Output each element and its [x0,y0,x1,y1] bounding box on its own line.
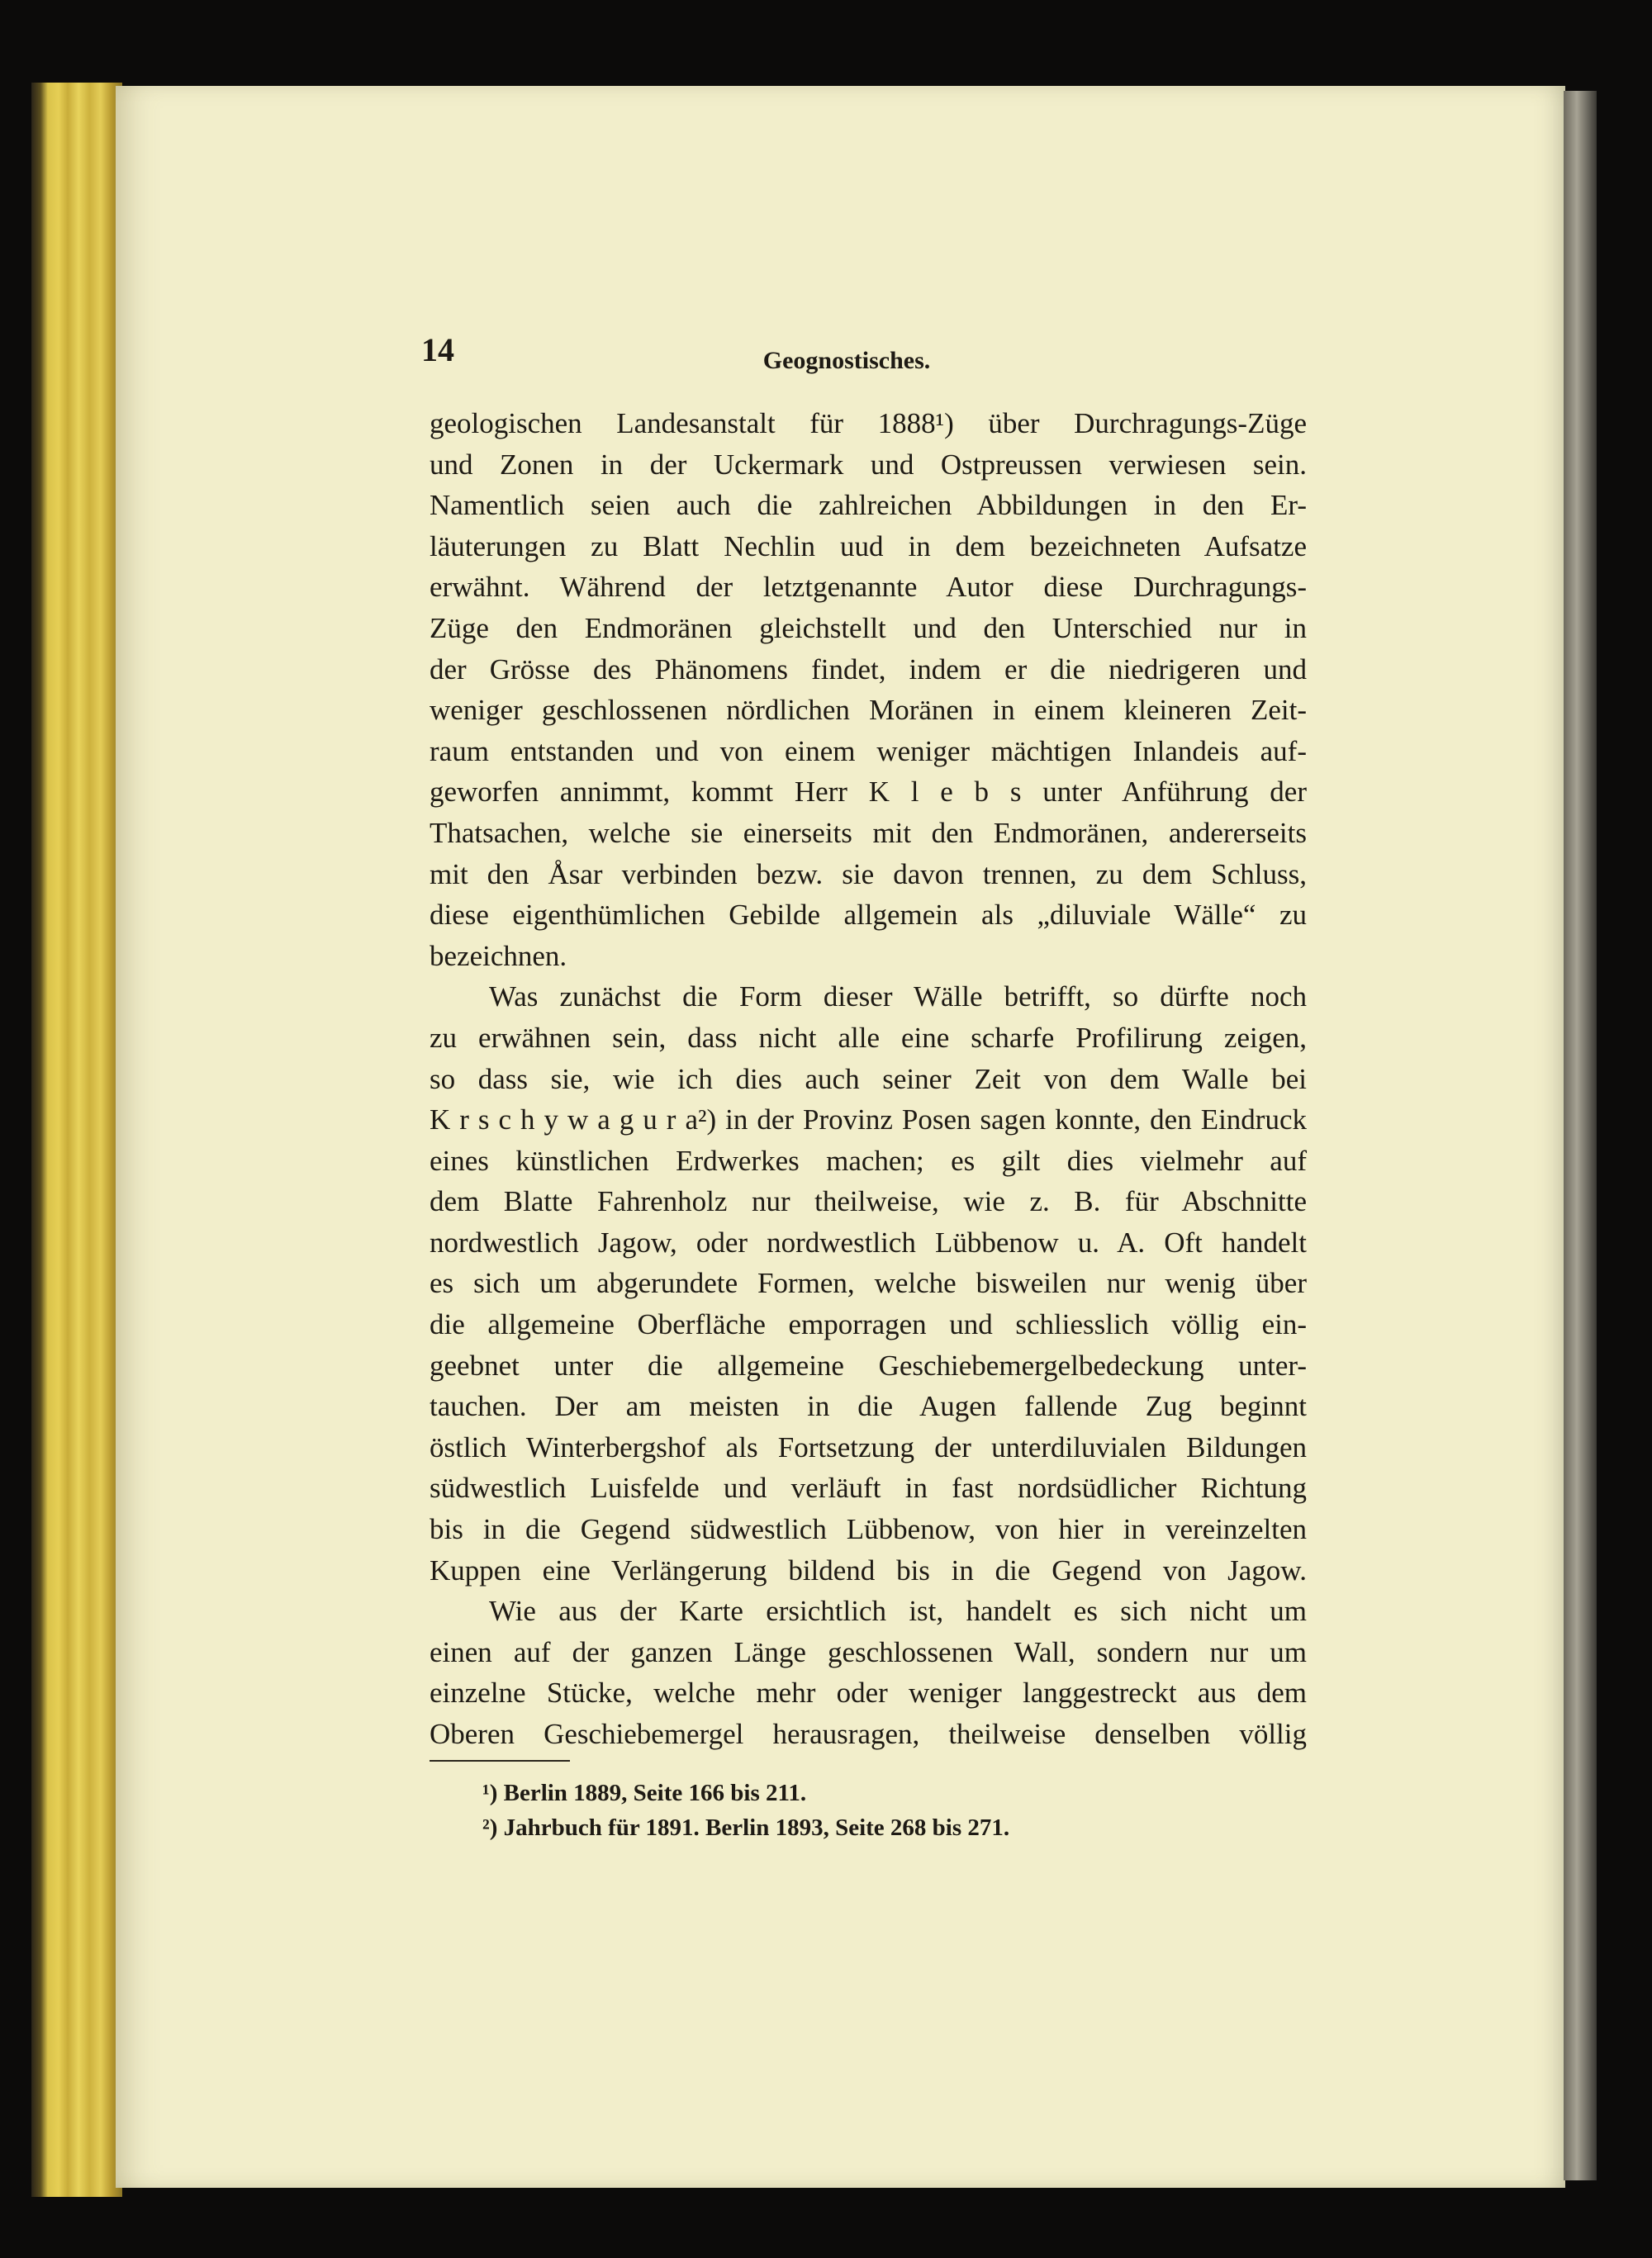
text-line: weniger geschlossenen nördlichen Moränen in einem kleineren Zeit- [430,694,1307,727]
footnote: ¹) Berlin 1889, Seite 166 bis 211. [482,1780,807,1806]
text-line: der Grösse des Phänomens findet, indem er die niedrigeren und [430,652,1307,685]
text-line: Wie aus der Karte ersichtlich ist, handelt es sich nicht um [489,1595,1307,1628]
book-page-edges [31,83,122,2197]
text-line: mit den Åsar verbinden bezw. sie davon trennen, zu dem Schluss, [430,857,1307,890]
page-number: 14 [421,331,454,368]
paragraph [430,1591,1307,1754]
text-line: Züge den Endmoränen gleichstellt und den Unterschied nur in [430,611,1307,644]
text-line: es sich um abgerundete Formen, welche bisweilen nur wenig über [430,1267,1307,1300]
text-line: läuterungen zu Blatt Nechlin uud in dem bezeichneten Aufsatze [430,529,1307,562]
text-line: geologischen Landesanstalt für 1888¹) über Durchragungs-Züge [430,407,1307,439]
body-text [430,403,1307,1755]
facing-page-edge [1564,91,1597,2180]
text-line: geworfen annimmt, kommt Herr K l e b s unter Anführung der [430,776,1307,809]
text-line: einen auf der ganzen Länge geschlossenen Wall, sondern nur um [430,1635,1307,1668]
text-line: geebnet unter die allgemeine Geschiebemergelbedeckung unter- [430,1349,1307,1382]
text-line: tauchen. Der am meisten in die Augen fallende Zug beginnt [430,1390,1307,1423]
text-line: die allgemeine Oberfläche emporragen und schliesslich völlig ein- [430,1308,1307,1341]
text-line: Kuppen eine Verlängerung bildend bis in die Gegend von Jagow. [430,1554,1307,1587]
text-line: Namentlich seien auch die zahlreichen Abbildungen in den Er- [430,489,1307,522]
text-line: Thatsachen, welche sie einerseits mit den Endmoränen, andererseits [430,816,1307,849]
text-line: eines künstlichen Erdwerkes machen; es gilt dies vielmehr auf [430,1144,1307,1177]
text-line: zu erwähnen sein, dass nicht alle eine scharfe Profilirung zeigen, [430,1021,1307,1054]
text-line: südwestlich Luisfelde und verläuft in fast nordsüdlicher Richtung [430,1472,1307,1505]
text-line: K r s c h y w a g u r a²) in der Provinz Posen sagen konnte, den Eindruck [430,1103,1307,1136]
text-line: und Zonen in der Uckermark und Ostpreussen verwiesen sein. [430,448,1307,481]
paragraph [430,976,1307,1591]
text-line: Was zunächst die Form dieser Wälle betrifft, so dürfte noch [489,980,1307,1013]
paragraph [430,403,1307,976]
footnotes [482,1776,1009,1845]
text-line: so dass sie, wie ich dies auch seiner Zeit von dem Walle bei [430,1062,1307,1095]
footnote: ²) Jahrbuch für 1891. Berlin 1893, Seite 268 bis 271. [482,1814,1010,1841]
text-line: bis in die Gegend südwestlich Lübbenow, von hier in vereinzelten [430,1513,1307,1546]
text-line: Oberen Geschiebemergel herausragen, theilweise denselben völlig [430,1718,1307,1750]
text-line: einzelne Stücke, welche mehr oder weniger langgestreckt aus dem [430,1677,1307,1710]
text-line: nordwestlich Jagow, oder nordwestlich Lübbenow u. A. Oft handelt [430,1226,1307,1259]
text-line: östlich Winterbergshof als Fortsetzung der unterdiluvialen Bildungen [430,1430,1307,1463]
text-line: dem Blatte Fahrenholz nur theilweise, wie z. B. für Abschnitte [430,1185,1307,1218]
text-line: diese eigenthümlichen Gebilde allgemein als „diluviale Wälle“ zu [430,899,1307,932]
text-line: raum entstanden und von einem weniger mächtigen Inlandeis auf- [430,734,1307,767]
running-title: Geognostisches. [762,347,931,374]
text-line: erwähnt. Während der letztgenannte Autor diese Durchragungs- [430,571,1307,604]
footnote-rule [430,1760,570,1762]
text-line: bezeichnen. [430,939,567,972]
